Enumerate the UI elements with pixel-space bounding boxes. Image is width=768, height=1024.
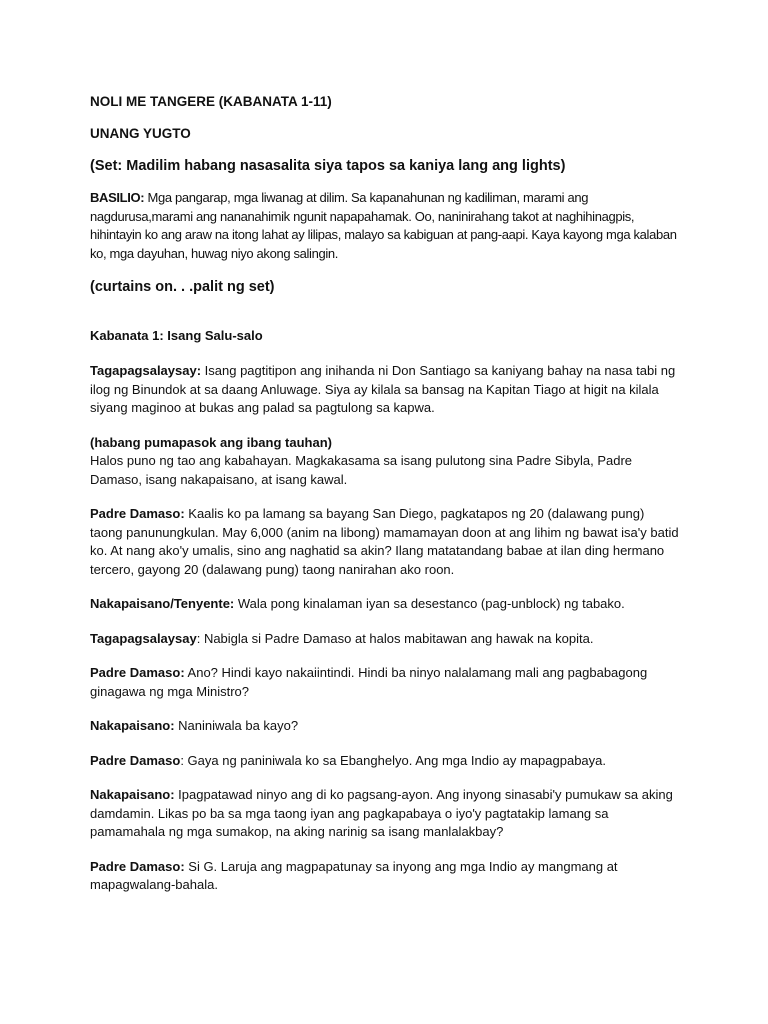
dialogue-text: Isang pagtitipon ang inihanda ni Don Santiago sa kaniyang bahay na nasa tabi ng ilog ng Binundok at sa daang Anluwage. Siya ay kilala sa bansag na Kapitan Tiago at higit na kilala siyang maginoo at bukas ang palad sa pagtulong sa kapwa. (90, 363, 676, 415)
dialogue-text: Ipagpatawad ninyo ang di ko pagsang-ayon. Ang inyong sinasabi'y pumukaw sa aking damdamin. Likas po ba sa mga taong iyan ang pagkapabaya o iyo'y pagtatakip lamang sa pamamahala ng mga sumakop, na aking narinig sa isang manlalakbay? (90, 787, 673, 839)
dialogue-line (90, 717, 680, 736)
document-page (90, 94, 680, 911)
dialogue-text: : Nabigla si Padre Damaso at halos mabitawan ang hawak na kopita. (196, 630, 594, 646)
dialogue-line (90, 752, 680, 771)
intro-paragraph (90, 189, 680, 263)
dialogue-line (90, 505, 680, 579)
dialogue-text: Mga pangarap, mga liwanag at dilim. Sa kapanahunan ng kadiliman, marami ang nagdurusa,marami ang nananahimik ngunit napapahamak. Oo, naninirahang takot at naghihinagpis, hihintayin ko ang araw na itong lahat ay lilipas, malayo sa kabiguan at pang-aapi. Kaya kayong mga kalaban ko, mga dayuhan, huwag niyo akong salingin. (90, 190, 677, 261)
dialogue-text: Naniniwala ba kayo? (174, 718, 299, 733)
dialogue-text: : Gaya ng paniniwala ko sa Ebanghelyo. Ang mga Indio ay mapagpabaya. (180, 752, 607, 768)
stage-description: Halos puno ng tao ang kabahayan. Magkakasama sa isang pulutong sina Padre Sibyla, Padre Damaso, isang nakapaisano, at isang kawal. (90, 453, 633, 487)
dialogue-line (90, 595, 680, 614)
speaker-name: Nakapaisano: (90, 787, 175, 802)
speaker-name: Padre Damaso (90, 752, 181, 768)
speaker-name: Nakapaisano/Tenyente: (90, 596, 235, 611)
stage-entry-block (90, 434, 680, 490)
speaker-name: Padre Damaso: (90, 665, 185, 680)
narration-paragraph (90, 362, 680, 418)
dialogue-line (90, 630, 680, 649)
dialogue-text: Wala pong kinalaman iyan sa desestanco (pag-unblock) ng tabako. (234, 596, 625, 611)
dialogue-line (90, 786, 680, 842)
document-title: NOLI ME TANGERE (KABANATA 1-11) (90, 94, 332, 109)
part-heading: UNANG YUGTO (90, 126, 191, 141)
curtains-direction: (curtains on. . .palit ng set) (90, 279, 275, 295)
dialogue-text: Si G. Laruja ang magpapatunay sa inyong ang mga Indio ay mangmang at mapagwalang-bahala. (90, 858, 618, 892)
stage-direction: (habang pumapasok ang ibang tauhan) (90, 434, 332, 450)
speaker-name: Tagapagsalaysay: (90, 363, 202, 378)
speaker-name: Padre Damaso: (90, 506, 185, 521)
dialogue-text: Ano? Hindi kayo nakaiintindi. Hindi ba ninyo nalalamang mali ang pagbabagong ginagawa ng mga Ministro? (90, 665, 648, 699)
speaker-name: Tagapagsalaysay (90, 630, 197, 646)
speaker-name: Nakapaisano: (90, 718, 175, 733)
dialogue-text: Kaalis ko pa lamang sa bayang San Diego, pagkatapos ng 20 (dalawang pung) taong panunungkulan. May 6,000 (anim na libong) mamamayan doon at ang lihim ng bawat isa'y batid ko. At nang ako'y umalis, sino ang naghatid sa akin? Ilang matatandang babae at ilan ding hermano tercero, gayong 20 (dalawang pung) taong nanirahan ako roon. (90, 506, 679, 577)
speaker-name: BASILIO: (90, 190, 145, 205)
set-direction: (Set: Madilim habang nasasalita siya tapos sa kaniya lang ang lights) (90, 158, 566, 174)
chapter-title: Kabanata 1: Isang Salu-salo (90, 328, 263, 343)
speaker-name: Padre Damaso: (90, 858, 185, 874)
dialogue-line (90, 858, 680, 895)
dialogue-line (90, 664, 680, 701)
